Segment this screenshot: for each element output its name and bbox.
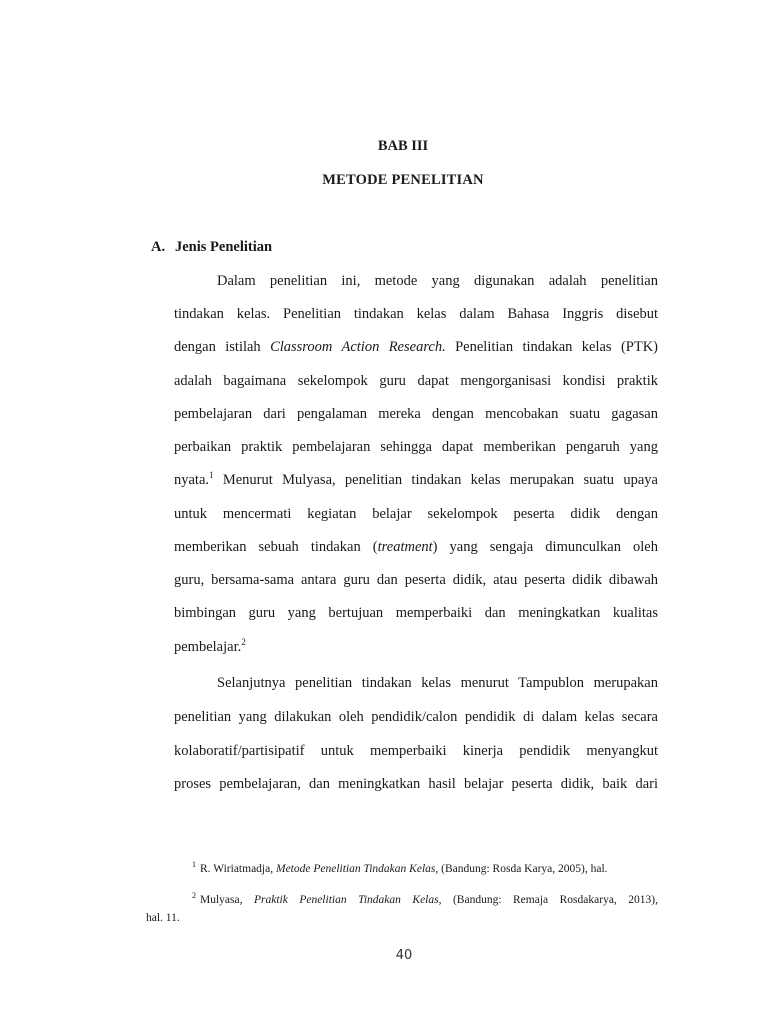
text-run: Menurut Mulyasa, penelitian tindakan kelas merupakan suatu upaya — [213, 472, 658, 488]
paragraph-line — [174, 337, 658, 357]
paragraph-line: Selanjutnya penelitian tindakan kelas menurut Tampublon merupakan — [217, 675, 658, 691]
page-number: 40 — [395, 948, 413, 963]
text-run: Mulyasa, — [200, 894, 254, 906]
text-run: dengan istilah — [174, 339, 271, 355]
footnote-ref: 1 — [209, 470, 214, 481]
footnote-number: 1 — [192, 860, 196, 870]
paragraph-line: tindakan kelas. Penelitian tindakan kelas dalam Bahasa Inggris disebut — [174, 306, 658, 322]
paragraph-line: untuk mencermati kegiatan belajar sekelompok peserta didik dengan — [174, 506, 658, 522]
text-run: , (Bandung: Remaja Rosdakarya, 2013), — [438, 894, 658, 906]
chapter-label: BAB III — [377, 138, 429, 154]
paragraph-line: perbaikan praktik pembelajaran sehingga dapat memberikan pengaruh yang — [174, 439, 658, 455]
paragraph-line: proses pembelajaran, dan meningkatkan hasil belajar peserta didik, baik dari — [174, 776, 658, 792]
chapter-title: METODE PENELITIAN — [322, 172, 484, 188]
text-run: ) yang sengaja dimunculkan oleh — [432, 539, 658, 555]
text-run: memberikan sebuah tindakan ( — [174, 539, 378, 555]
footnote-2 — [192, 892, 658, 908]
paragraph-line — [174, 470, 658, 490]
text-run: , (Bandung: Rosda Karya, 2005), hal. — [435, 863, 608, 875]
paragraph-line: Dalam penelitian ini, metode yang digunakan adalah penelitian — [217, 273, 658, 289]
paragraph-line: kolaboratif/partisipatif untuk memperbaiki kinerja pendidik menyangkut — [174, 743, 658, 759]
italic-title: Praktik Penelitian Tindakan Kelas — [253, 894, 439, 906]
footnote-ref: 2 — [241, 637, 246, 648]
paragraph-line: penelitian yang dilakukan oleh pendidik/calon pendidik di dalam kelas secara — [174, 709, 658, 725]
italic-term: Classroom Action Research. — [270, 339, 446, 355]
paragraph-line: bimbingan guru yang bertujuan memperbaiki dan meningkatkan kualitas — [174, 605, 658, 621]
section-heading — [151, 239, 272, 256]
text-run: Penelitian tindakan kelas (PTK) — [445, 339, 658, 355]
footnote-number: 2 — [192, 891, 196, 901]
paragraph-line: guru, bersama-sama antara guru dan peserta didik, atau peserta didik dibawah — [174, 572, 658, 588]
italic-term: treatment — [377, 539, 433, 555]
paragraph-line — [174, 637, 658, 657]
section-number: A. — [151, 239, 166, 255]
paragraph-line: pembelajaran dari pengalaman mereka dengan mencobakan suatu gagasan — [174, 406, 658, 422]
italic-title: Metode Penelitian Tindakan Kelas — [275, 863, 436, 875]
section-title: Jenis Penelitian — [175, 239, 273, 255]
text-run: pembelajar. — [174, 639, 242, 655]
footnote-1 — [192, 861, 658, 877]
text-run: nyata. — [174, 472, 210, 488]
text-run: R. Wiriatmadja, — [200, 863, 276, 875]
paragraph-line — [174, 537, 658, 557]
paragraph-line: adalah bagaimana sekelompok guru dapat mengorganisasi kondisi praktik — [174, 373, 658, 389]
footnote-2-continued: hal. 11. — [146, 912, 180, 924]
